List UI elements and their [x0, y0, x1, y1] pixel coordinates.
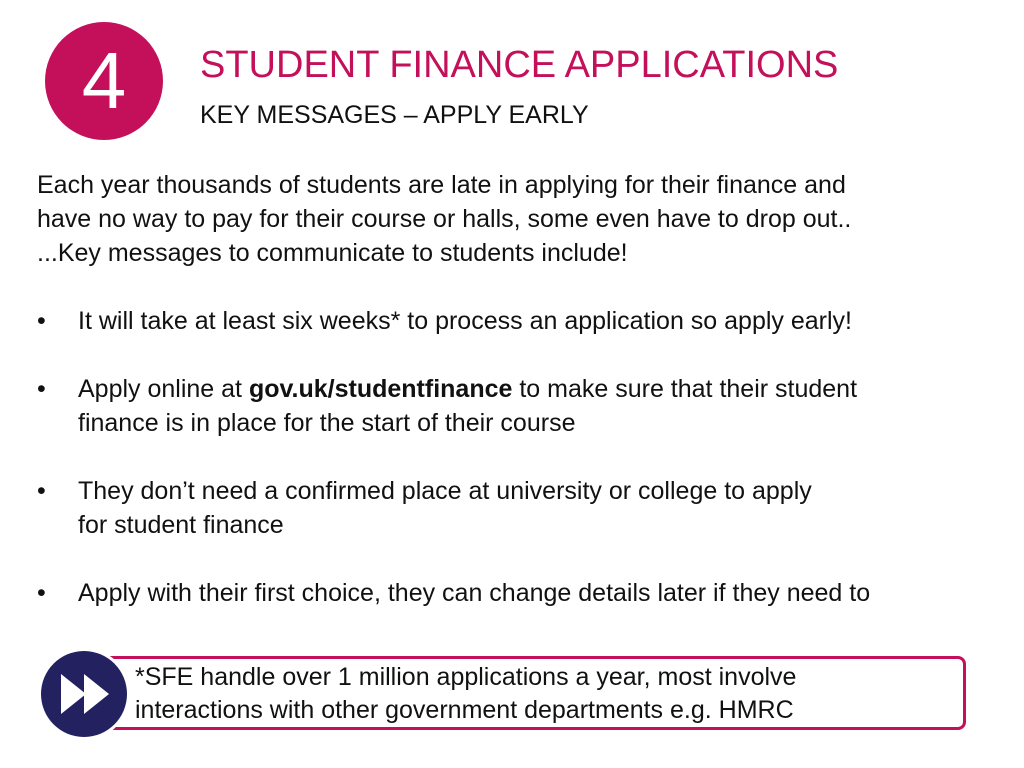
list-item-text: They don’t need a confirmed place at university or college to apply	[78, 477, 812, 505]
list-item-text: finance is in place for the start of their course	[78, 409, 576, 437]
footnote-callout	[80, 656, 966, 730]
intro-paragraph	[37, 168, 997, 270]
list-item-text: Apply online at	[78, 375, 249, 403]
section-number-badge: 4	[45, 22, 163, 140]
intro-line: ...Key messages to communicate to students include!	[37, 239, 628, 267]
bullet-marker: •	[37, 579, 46, 607]
list-item	[37, 372, 997, 440]
gov-uk-link[interactable]: gov.uk/studentfinance	[248, 375, 513, 403]
key-messages-list	[37, 304, 997, 644]
bullet-marker: •	[37, 307, 46, 335]
list-item-text: to make sure that their student	[512, 375, 858, 403]
list-item	[37, 576, 997, 610]
list-item-text: for student finance	[78, 511, 284, 539]
list-item	[37, 304, 997, 338]
list-item	[37, 474, 997, 542]
list-item-line	[78, 372, 997, 406]
bullet-marker: •	[37, 477, 46, 505]
bullet-marker: •	[37, 375, 46, 403]
intro-line: have no way to pay for their course or halls, some even have to drop out..	[37, 205, 852, 233]
page-subtitle: KEY MESSAGES – APPLY EARLY	[200, 101, 589, 129]
footnote-text	[135, 661, 796, 727]
intro-line: Each year thousands of students are late in applying for their finance and	[37, 171, 846, 199]
page-title: STUDENT FINANCE APPLICATIONS	[200, 44, 839, 86]
fast-forward-icon	[41, 651, 127, 737]
footnote-line: interactions with other government departments e.g. HMRC	[135, 696, 794, 724]
list-item-text: Apply with their first choice, they can change details later if they need to	[78, 579, 871, 607]
footnote-line: *SFE handle over 1 million applications a year, most involve	[135, 663, 797, 691]
list-item-text: It will take at least six weeks* to process an application so apply early!	[78, 307, 852, 335]
